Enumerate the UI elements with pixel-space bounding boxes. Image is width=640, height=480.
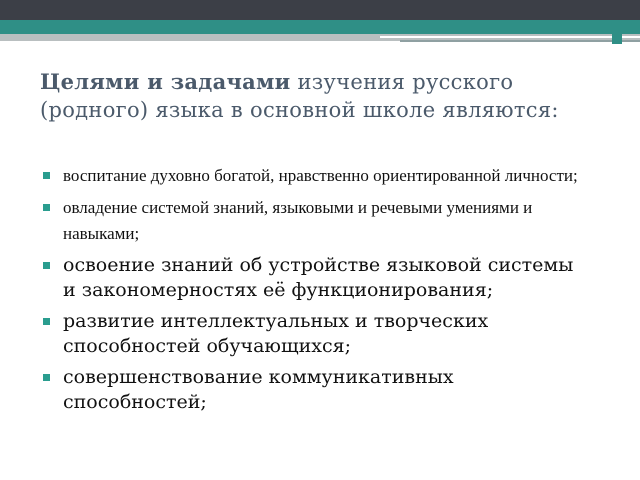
decorative-line [400,40,640,42]
list-item [40,163,580,189]
bullet-square-icon [43,262,50,269]
header-dark-bar [0,0,640,20]
bullet-square-icon [43,172,50,179]
bullet-list [40,163,580,421]
header-teal-band [0,20,640,34]
decorative-accent [612,30,622,44]
list-item-text: воспитание духовно богатой, нравственно ориентированной личности; [63,166,578,185]
list-item-text: освоение знаний об устройстве языковой системы и закономерностях её функционирования; [63,254,574,301]
list-item [40,253,580,303]
list-item-text: совершенствование коммуникативных способностей; [63,366,454,413]
decorative-line [380,36,640,38]
bullet-square-icon [43,374,50,381]
list-item [40,309,580,359]
list-item [40,365,580,415]
bullet-square-icon [43,318,50,325]
slide-title-rest: изучения русского (родного) языка в основной школе являются: [40,70,559,122]
list-item-text: овладение системой знаний, языковыми и речевыми умениями и навыками; [63,198,533,243]
slide-title [40,68,610,124]
slide-title-bold: Целями и задачами [40,69,291,94]
list-item [40,195,580,247]
list-item-text: развитие интеллектуальных и творческих способностей обучающихся; [63,310,489,357]
bullet-square-icon [43,204,50,211]
